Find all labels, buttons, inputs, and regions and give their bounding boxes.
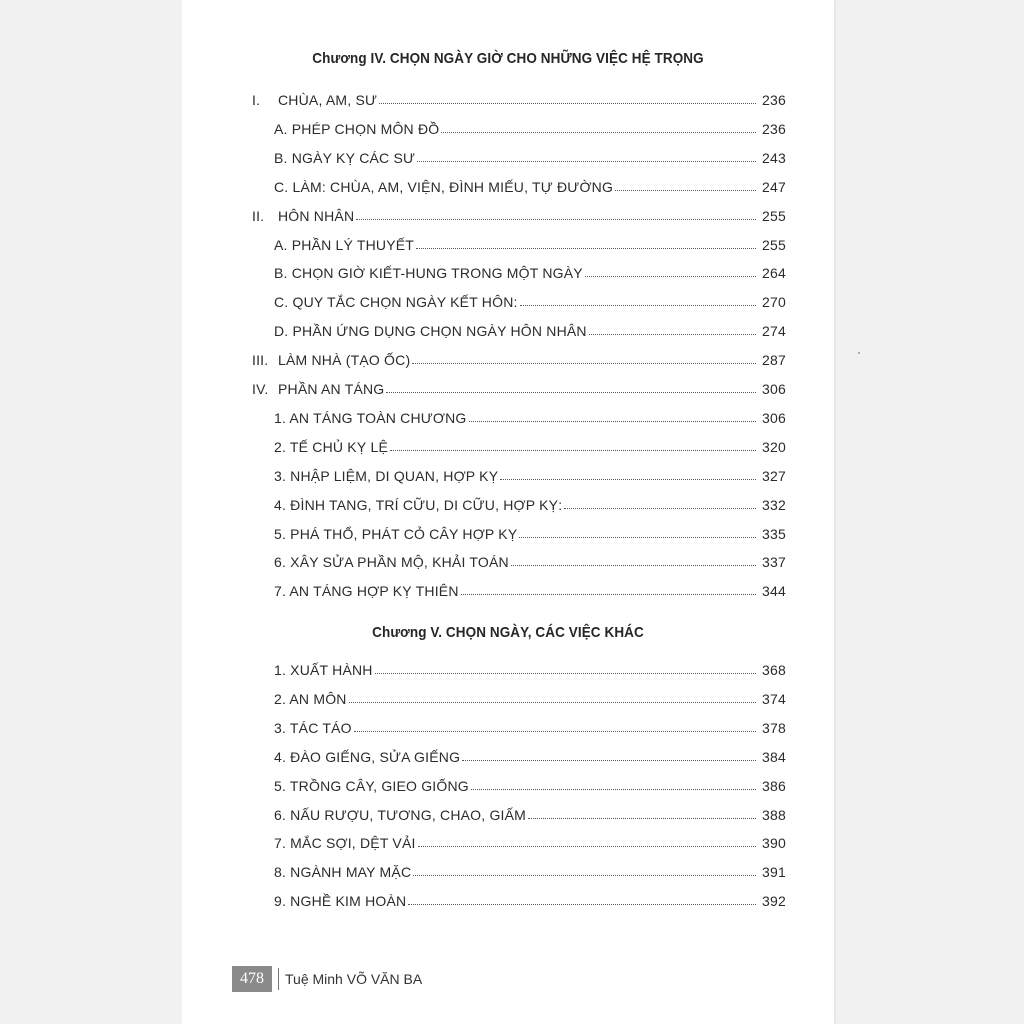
toc-entry — [252, 346, 786, 368]
toc-entry-title: 5. PHÁ THỔ, PHÁT CỎ CÂY HỢP KỴ — [274, 525, 518, 542]
toc-entry-page: 368 — [762, 662, 786, 678]
toc-entry-title: C. QUY TẮC CHỌN NGÀY KẾT HÔN: — [274, 294, 518, 311]
toc-entry-title: 6. XÂY SỬA PHẦN MỘ, KHẢI TOÁN — [274, 554, 509, 571]
toc-entry — [274, 548, 786, 570]
toc-entry — [274, 743, 786, 765]
toc-entry-title: 2. TẾ CHỦ KỴ LỆ — [274, 438, 389, 455]
chapter-4-title: Chương IV. CHỌN NGÀY GIỜ CHO NHỮNG VIỆC HỆ TRỌNG — [312, 50, 704, 67]
dot-leader — [412, 363, 756, 364]
dot-leader — [520, 305, 756, 306]
toc-entry-number: I. — [252, 92, 261, 108]
dot-leader — [418, 846, 756, 847]
toc-entry-page: 270 — [762, 294, 786, 311]
toc-entry-title: CHÙA, AM, SƯ — [278, 92, 378, 108]
footer-divider — [278, 968, 279, 990]
toc-entry-title: 5. TRỒNG CÂY, GIEO GIỐNG — [274, 777, 469, 794]
toc-entry-page: 386 — [762, 777, 786, 794]
toc-entry-title: 7. AN TÁNG HỢP KỴ THIÊN — [274, 583, 459, 600]
toc-entry — [274, 317, 786, 339]
toc-entry-page: 384 — [762, 748, 786, 765]
dot-leader — [471, 789, 756, 790]
toc-entry-title: 1. AN TÁNG TOÀN CHƯƠNG — [274, 409, 467, 426]
toc-entry — [274, 144, 786, 166]
toc-entry-page: 388 — [762, 806, 786, 823]
page-footer — [232, 966, 422, 992]
dot-leader — [564, 508, 756, 509]
toc-entry-page: 264 — [762, 265, 786, 282]
toc-entry-title: D. PHẦN ỨNG DỤNG CHỌN NGÀY HÔN NHÂN — [274, 323, 587, 340]
toc-entry — [274, 801, 786, 823]
toc-entry-title: A. PHÉP CHỌN MÔN ĐỒ — [274, 120, 440, 137]
dot-leader — [386, 392, 756, 393]
dot-leader — [413, 875, 756, 876]
toc-entry-title: A. PHẦN LÝ THUYẾT — [274, 236, 415, 253]
toc-entry-page: 327 — [762, 467, 786, 484]
toc-entry-number: III. — [252, 352, 269, 369]
toc-entry-title: HÔN NHÂN — [278, 207, 355, 224]
toc-entry-page: 392 — [762, 893, 786, 910]
dot-leader — [356, 219, 756, 220]
dot-leader — [417, 161, 756, 162]
dot-leader — [500, 479, 756, 480]
toc-entry-page: 306 — [762, 409, 786, 426]
dot-leader — [511, 565, 756, 566]
toc-entry — [274, 714, 786, 736]
dot-leader — [408, 904, 756, 905]
toc-entry — [274, 259, 786, 281]
toc-entry-page: 391 — [762, 864, 786, 881]
dot-leader — [375, 673, 756, 674]
toc-entry — [252, 202, 786, 224]
toc-entry-page: 378 — [762, 719, 786, 736]
dot-leader — [441, 132, 756, 133]
toc-entry — [274, 173, 786, 195]
page-number: 478 — [232, 966, 272, 992]
dot-leader — [349, 702, 756, 703]
toc-entry-title: B. NGÀY KỴ CÁC SƯ — [274, 149, 416, 166]
toc-entry-page: 247 — [762, 178, 786, 195]
toc-entry — [274, 577, 786, 599]
toc-entry-page: 287 — [762, 352, 786, 369]
toc-entry-title: 9. NGHỀ KIM HOÀN — [274, 893, 407, 910]
author-name: Tuệ Minh VÕ VĂN BA — [285, 971, 423, 987]
dot-leader — [462, 760, 756, 761]
book-page — [182, 0, 834, 1024]
toc-entry — [274, 520, 786, 542]
toc-entry-page: 274 — [762, 323, 786, 340]
toc-entry — [274, 656, 786, 678]
toc-entry-title: 3. TÁC TÁO — [274, 719, 352, 736]
toc-entry-title: PHẦN AN TÁNG — [278, 381, 385, 397]
toc-entry-title: 7. MẮC SỢI, DỆT VẢI — [274, 835, 416, 852]
dot-leader — [528, 818, 756, 819]
toc-entry — [274, 887, 786, 909]
dot-leader — [519, 537, 756, 538]
toc-entry-number: IV. — [252, 381, 269, 397]
dot-leader — [469, 421, 756, 422]
toc-entry — [274, 115, 786, 137]
toc-entry-title: 1. XUẤT HÀNH — [274, 662, 373, 678]
toc-entry-title: B. CHỌN GIỜ KIẾT-HUNG TRONG MỘT NGÀY — [274, 265, 583, 282]
toc-entry — [252, 86, 786, 108]
toc-entry-page: 390 — [762, 835, 786, 852]
toc-entry-page: 243 — [762, 149, 786, 166]
toc-entry-title: 6. NẤU RƯỢU, TƯƠNG, CHAO, GIẤM — [274, 806, 527, 823]
toc-entry — [274, 772, 786, 794]
toc-entry-page: 255 — [762, 236, 786, 253]
dot-leader — [390, 450, 756, 451]
dot-leader — [354, 731, 756, 732]
toc-entry-title: LÀM NHÀ (TẠO ỐC) — [278, 352, 411, 369]
dot-leader — [379, 103, 756, 104]
toc-entry — [274, 829, 786, 851]
toc-entry — [274, 404, 786, 426]
toc-entry — [252, 375, 786, 397]
dot-leader — [461, 594, 756, 595]
toc-entry-page: 344 — [762, 583, 786, 600]
toc-entry-title: 2. AN MÔN — [274, 690, 347, 707]
toc-entry-page: 332 — [762, 496, 786, 513]
toc-entry-title: 3. NHẬP LIỆM, DI QUAN, HỢP KỴ — [274, 467, 499, 484]
toc-entry-page: 337 — [762, 554, 786, 571]
toc-entry — [274, 462, 786, 484]
dot-leader — [615, 190, 756, 191]
toc-entry — [274, 685, 786, 707]
toc-entry-title: C. LÀM: CHÙA, AM, VIỆN, ĐÌNH MIẾU, TỰ ĐƯỜNG — [274, 178, 614, 195]
toc-entry-title: 4. ĐÌNH TANG, TRÍ CỮU, DI CỮU, HỢP KỴ: — [274, 496, 563, 513]
dot-leader — [585, 276, 756, 277]
toc-entry — [274, 858, 786, 880]
toc-entry — [274, 433, 786, 455]
toc-entry-page: 236 — [762, 120, 786, 137]
chapter-5-title: Chương V. CHỌN NGÀY, CÁC VIỆC KHÁC — [372, 624, 644, 641]
toc-entry-page: 236 — [762, 92, 786, 108]
toc-entry-page: 320 — [762, 438, 786, 455]
toc-entry-page: 255 — [762, 207, 786, 224]
dot-leader — [416, 248, 756, 249]
toc-entry-number: II. — [252, 207, 265, 224]
dot-leader — [589, 334, 756, 335]
scan-speck — [858, 352, 860, 354]
toc-entry-page: 335 — [762, 525, 786, 542]
toc-entry-title: 4. ĐÀO GIẾNG, SỬA GIẾNG — [274, 748, 461, 765]
toc-entry-page: 306 — [762, 381, 786, 397]
toc-entry — [274, 491, 786, 513]
toc-entry-title: 8. NGÀNH MAY MẶC — [274, 864, 412, 881]
toc-entry — [274, 288, 786, 310]
toc-entry — [274, 231, 786, 253]
toc-entry-page: 374 — [762, 690, 786, 707]
